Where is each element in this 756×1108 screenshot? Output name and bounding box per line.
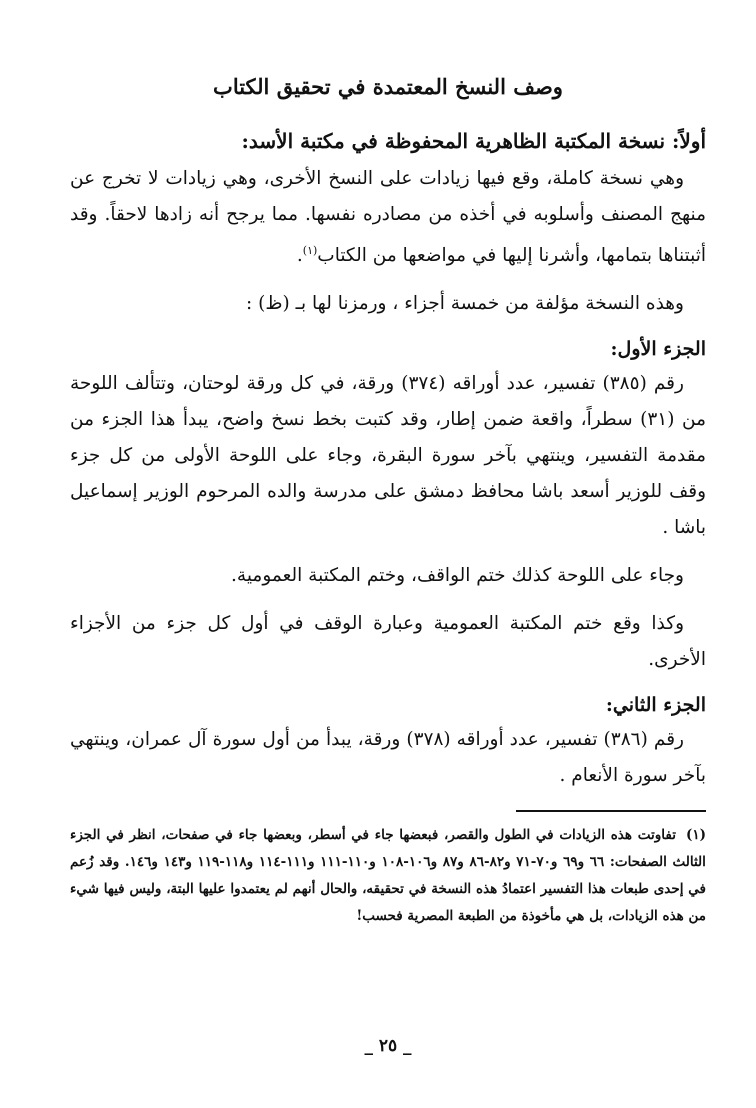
intro-end: . — [296, 245, 303, 267]
intro-text: وهي نسخة كاملة، وقع فيها زيادات على النسخ الأخرى، وهي زيادات لا تخرج عن منهج المصنف وأسلوبه في أخذه من مصادره نفسها. مما يرجح أنه زادها لاحقاً. وقد أثبتناها بتمامها، وأشرنا إليها في مواضعها من الكتاب — [70, 168, 706, 267]
footnote-separator — [516, 810, 706, 812]
section-heading: أولاً: نسخة المكتبة الظاهرية المحفوظة في مكتبة الأسد: — [241, 129, 706, 153]
book-page — [70, 70, 706, 1070]
part1-note1: وجاء على اللوحة كذلك ختم الواقف، وختم المكتبة العمومية. — [231, 565, 684, 587]
footnote — [70, 822, 706, 930]
part1-heading: الجزء الأول: — [610, 338, 706, 361]
composition-paragraph: وهذه النسخة مؤلفة من خمسة أجزاء ، ورمزنا لها بـ (ظ) : — [246, 293, 684, 315]
footnote-number: (١) — [685, 827, 706, 844]
part1-paragraph: رقم (٣٨٥) تفسير، عدد أوراقه (٣٧٤) ورقة، في كل ورقة لوحتان، وتتألف اللوحة من (٣١) سطراً، واقعة ضمن إطار، وقد كتبت بخط نسخ واضح، يبدأ هذا الجزء من مقدمة التفسير، وينتهي بآخر سورة البقرة، وجاء على اللوحة الأولى من كل جزء وقف للوزير أسعد باشا محافظ دمشق على مدرسة والده المرحوم الوزير إسماعيل باشا . — [70, 373, 707, 539]
footnote-marker[interactable]: (١) — [302, 244, 318, 257]
footnote-text: تفاوتت هذه الزيادات في الطول والقصر، فبعضها جاء في أسطر، وبعضها جاء في صفحات، انظر في الجزء الثالث الصفحات: ٦٦ و٦٩ و٧٠-٧١ و٨٢-٨٦ و٨٧ و١٠٦-١٠٨ و١١٠-١١١ و١١١-١١٤ و١١٨-١١٩ و١٤٣ و١٤٦. وقد زُعم في إحدى طبعات هذا التفسير اعتمادُ هذه النسخة في تحقيقه، والحال أنهم لم يعتمدوا عليها البتة، وليس فيها شيء من هذه الزيادات، بل هي مأخوذة من الطبعة المصرية فحسب! — [70, 827, 706, 925]
running-title: وصف النسخ المعتمدة في تحقيق الكتاب — [213, 74, 563, 99]
part2-heading: الجزء الثاني: — [605, 694, 706, 717]
part1-note2: وكذا وقع ختم المكتبة العمومية وعبارة الوقف في أول كل جزء من الأجزاء الأخرى. — [70, 613, 706, 671]
intro-paragraph — [70, 161, 706, 274]
page-number: _ ٢٥ _ — [364, 1036, 412, 1056]
part2-paragraph: رقم (٣٨٦) تفسير، عدد أوراقه (٣٧٨) ورقة، يبدأ من أول سورة آل عمران، وينتهي بآخر سورة الأنعام . — [70, 729, 706, 787]
